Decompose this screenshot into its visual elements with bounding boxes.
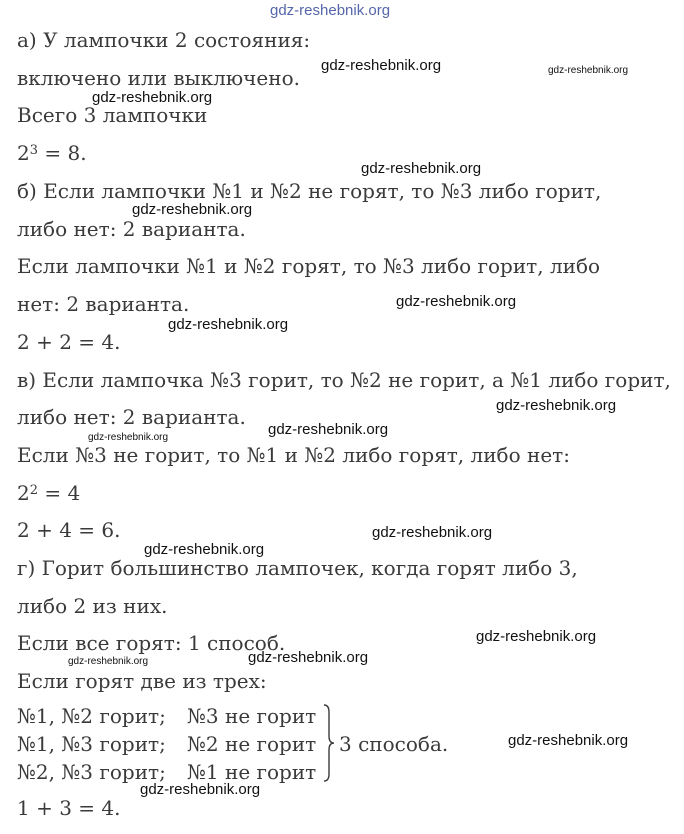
text-line: Всего 3 лампочки <box>17 103 208 127</box>
formula-line: 2 + 2 = 4. <box>17 330 121 354</box>
right-curly-brace-icon <box>322 704 336 782</box>
watermark: gdz-reshebnik.org <box>372 524 493 541</box>
formula-base: 2 <box>17 481 30 505</box>
watermark: gdz-reshebnik.org <box>248 649 369 666</box>
watermark: gdz-reshebnik.org <box>144 541 265 558</box>
watermark: gdz-reshebnik.org <box>548 65 629 76</box>
cases-brace-block <box>17 704 477 784</box>
watermark: gdz-reshebnik.org <box>268 421 389 438</box>
case-on: №2, №3 горит; <box>17 760 166 784</box>
text-line: а) У лампочки 2 состояния: <box>17 28 311 52</box>
formula-exponent: 3 <box>29 143 39 158</box>
watermark: gdz-reshebnik.org <box>88 432 169 443</box>
text-line: Если горят две из трех: <box>17 669 267 693</box>
watermark: gdz-reshebnik.org <box>396 293 517 310</box>
text-line: либо нет: 2 варианта. <box>17 217 246 241</box>
case-off: №3 не горит <box>187 704 317 728</box>
watermark: gdz-reshebnik.org <box>361 160 482 177</box>
watermark: gdz-reshebnik.org <box>92 89 213 106</box>
case-on: №1, №3 горит; <box>17 732 166 756</box>
brace-label: 3 способа. <box>339 732 449 756</box>
case-row <box>17 732 317 756</box>
watermark: gdz-reshebnik.org <box>508 732 629 749</box>
watermark: gdz-reshebnik.org <box>476 628 597 645</box>
formula-exponent: 2 <box>29 483 39 498</box>
formula-line <box>17 141 87 165</box>
watermark: gdz-reshebnik.org <box>132 201 253 218</box>
text-line: г) Горит большинство лампочек, когда горят либо 3, <box>17 556 578 580</box>
text-line: б) Если лампочки №1 и №2 не горят, то №3 либо горит, <box>17 179 602 203</box>
text-line: Если все горят: 1 способ. <box>17 631 286 655</box>
formula-line: 1 + 3 = 4. <box>17 796 121 820</box>
case-off: №1 не горит <box>187 760 317 784</box>
formula-rest: = 4 <box>38 481 81 505</box>
text-line: в) Если лампочка №3 горит, то №2 не горит, а №1 либо горит, <box>17 368 671 392</box>
formula-rest: = 8. <box>38 141 87 165</box>
watermark: gdz-reshebnik.org <box>168 316 289 333</box>
formula-line: 2 + 4 = 6. <box>17 518 121 542</box>
watermark: gdz-reshebnik.org <box>496 397 617 414</box>
case-off: №2 не горит <box>187 732 317 756</box>
watermark: gdz-reshebnik.org <box>270 2 391 19</box>
case-row <box>17 704 317 728</box>
text-line: включено или выключено. <box>17 66 300 90</box>
text-line: Если лампочки №1 и №2 горят, то №3 либо горит, либо <box>17 254 601 278</box>
case-on: №1, №2 горит; <box>17 704 166 728</box>
text-line: нет: 2 варианта. <box>17 292 190 316</box>
text-line: либо 2 из них. <box>17 594 168 618</box>
watermark: gdz-reshebnik.org <box>68 656 149 667</box>
watermark: gdz-reshebnik.org <box>321 57 442 74</box>
watermark: gdz-reshebnik.org <box>140 781 261 798</box>
text-line: либо нет: 2 варианта. <box>17 405 246 429</box>
text-line: Если №3 не горит, то №1 и №2 либо горят, либо нет: <box>17 443 570 467</box>
formula-line <box>17 481 80 505</box>
formula-base: 2 <box>17 141 30 165</box>
